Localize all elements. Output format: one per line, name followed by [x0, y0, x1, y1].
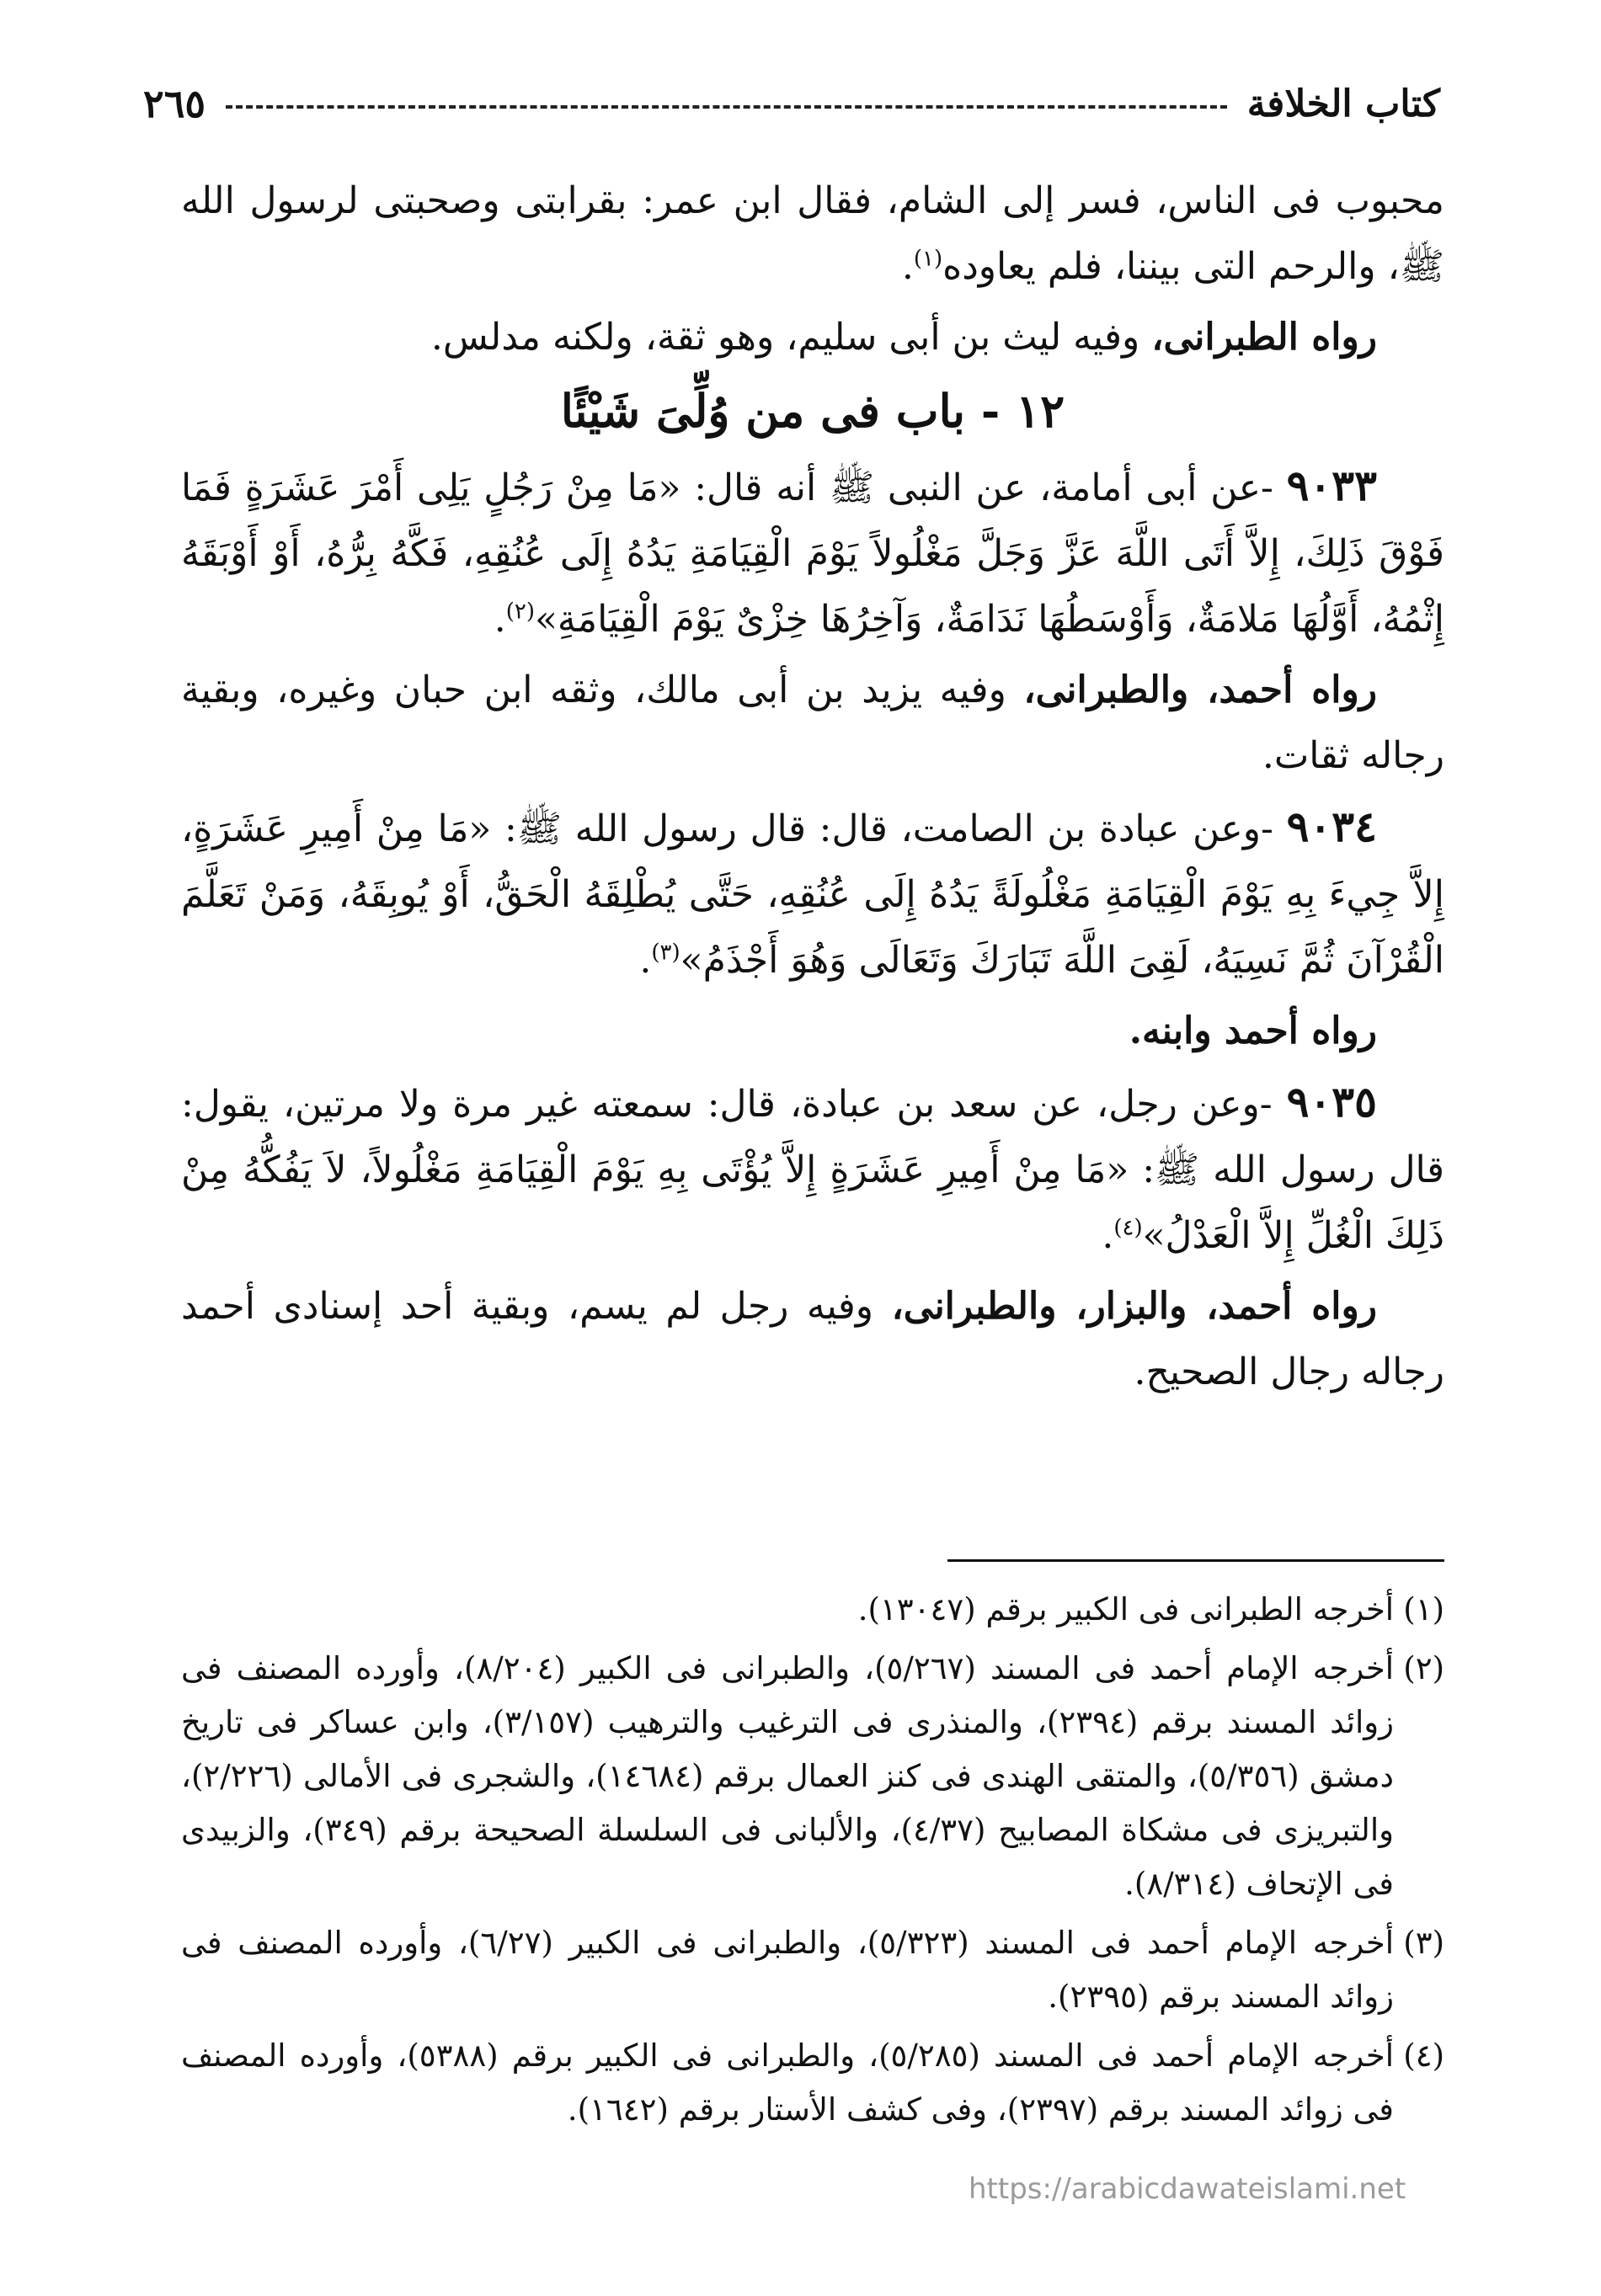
- page-number: ٢٦٥: [143, 81, 206, 126]
- footnote-text: أخرجه الإمام أحمد فى المسند (٥/٢٨٥)، والطبرانى فى الكبير برقم (٥٣٨٨)، وأورده المصنف فى زوائد المسند برقم (٢٣٩٧)، وفى كشف الأستار برقم (١٦٤٢).: [181, 2038, 1395, 2128]
- footnote-ref-4: (٤): [1113, 1215, 1143, 1241]
- hadith-number: ٩٠٣٣: [1286, 461, 1377, 510]
- hadith-number: ٩٠٣٤: [1286, 802, 1377, 851]
- running-header: [143, 74, 1440, 133]
- paragraph-1: محبوب فى الناس، فسر إلى الشام، فقال ابن عمر: بقرابتى وصحبتى لرسول الله ﷺ، والرحم التى بيننا، فلم يعاوده$^{(١)}$.: [181, 179, 1444, 288]
- footnote-number: (٤): [1403, 2038, 1444, 2074]
- footnote-3: [181, 1916, 1444, 2024]
- footnote-1: [181, 1583, 1444, 1637]
- hadith-9034-source: رواه أحمد وابنه.: [1129, 1009, 1377, 1052]
- hadith-9035: ٩٠٣٥ -وعن رجل، عن سعد بن عبادة، قال: سمعته غير مرة ولا مرتين، يقول: قال رسول الله ﷺ: «مَا مِنْ أَمِيرِ عَشَرَةٍ إِلاَّ يُؤْتَى بِهِ يَوْمَ الْقِيَامَةِ مَغْلُولاً، لاَ يَفُكُّهُ مِنْ ذَلِكَ الْغُلِّ إِلاَّ الْعَدْلُ»$^{(٤)}$.: [181, 1077, 1444, 1257]
- hadith-text: -عن أبى أمامة، عن النبى ﷺ أنه قال: «مَا مِنْ رَجُلٍ يَلِى أَمْرَ عَشَرَةٍ فَمَا فَوْقَ ذَلِكَ، إِلاَّ أَتَى اللَّهَ عَزَّ وَجَلَّ مَغْلُولاً يَوْمَ الْقِيَامَةِ يَدُهُ إِلَى عُنُقِهِ، فَكَّهُ بِرُّهُ، أَوْ أَوْبَقَهُ إِثْمُهُ، أَوَّلُهَا مَلامَةٌ، وَأَوْسَطُهَا نَدَامَةٌ، وَآخِرُهَا خِزْىٌ يَوْمَ الْقِيَامَةِ»: [181, 466, 1444, 641]
- footnotes: [181, 1583, 1444, 2142]
- paragraph-2: [181, 305, 1444, 370]
- source-text: وفيه ليث بن أبى سليم، وهو ثقة، ولكنه مدلس.: [430, 316, 1152, 359]
- source-text: وفيه يزيد بن أبى مالك، وثقه ابن حبان وغيره، وبقية رجاله ثقات.: [181, 669, 1444, 777]
- footnote-ref-3: (٣): [651, 940, 680, 966]
- header-dashed-rule: [226, 105, 1227, 109]
- hadith-9033: ٩٠٣٣ -عن أبى أمامة، عن النبى ﷺ أنه قال: «مَا مِنْ رَجُلٍ يَلِى أَمْرَ عَشَرَةٍ فَمَا فَوْقَ ذَلِكَ، إِلاَّ أَتَى اللَّهَ عَزَّ وَجَلَّ مَغْلُولاً يَوْمَ الْقِيَامَةِ يَدُهُ إِلَى عُنُقِهِ، فَكَّهُ بِرُّهُ، أَوْ أَوْبَقَهُ إِثْمُهُ، أَوَّلُهَا مَلامَةٌ، وَأَوْسَطُهَا نَدَامَةٌ، وَآخِرُهَا خِزْىٌ يَوْمَ الْقِيَامَةِ»$^{(٢)}$.: [181, 461, 1444, 641]
- watermark-url: https://arabicdawateislami.net: [969, 2172, 1406, 2206]
- main-text: [181, 168, 1444, 1410]
- chapter-heading: ١٢ - باب فى من وُلِّىَ شَيْئًا: [560, 384, 1065, 438]
- hadith-text: -وعن رجل، عن سعد بن عبادة، قال: سمعته غير مرة ولا مرتين، يقول: قال رسول الله ﷺ: «مَا مِنْ أَمِيرِ عَشَرَةٍ إِلاَّ يُؤْتَى بِهِ يَوْمَ الْقِيَامَةِ مَغْلُولاً، لاَ يَفُكُّهُ مِنْ ذَلِكَ الْغُلِّ إِلاَّ الْعَدْلُ»: [181, 1083, 1444, 1257]
- footnote-2: [181, 1642, 1444, 1911]
- footnote-ref-1: (١): [913, 246, 943, 272]
- hadith-9035-source: [181, 1274, 1444, 1405]
- hadith-number: ٩٠٣٥: [1286, 1077, 1377, 1127]
- footnote-text: أخرجه الطبرانى فى الكبير برقم (١٣٠٤٧).: [857, 1591, 1394, 1627]
- hadith-text: -وعن عبادة بن الصامت، قال: قال رسول الله ﷺ: «مَا مِنْ أَمِيرِ عَشَرَةٍ، إِلاَّ جِيءَ بِهِ يَوْمَ الْقِيَامَةِ مَغْلُولَةً يَدُهُ إِلَى عُنُقِهِ، حَتَّى يُطْلِقَهُ الْحَقُّ، أَوْ يُوبِقَهُ، وَمَنْ تَعَلَّمَ الْقُرْآنَ ثُمَّ نَسِيَهُ، لَقِىَ اللَّهَ تَبَارَكَ وَتَعَالَى وَهُوَ أَجْذَمُ»: [181, 807, 1444, 982]
- footnote-number: (١): [1403, 1591, 1444, 1627]
- source-bold: رواه أحمد، والطبرانى،: [1023, 669, 1377, 711]
- footnote-text: أخرجه الإمام أحمد فى المسند (٥/٢٦٧)، والطبرانى فى الكبير (٨/٢٠٤)، وأورده المصنف فى زوائد المسند برقم (٢٣٩٤)، والمنذرى فى الترغيب والترهيب (٣/١٥٧)، وابن عساكر فى تاريخ دمشق (٥/٣٥٦)، والمتقى الهندى فى كنز العمال برقم (١٤٦٨٤)، والشجرى فى الأمالى (٢/٢٢٦)، والتبريزى فى مشكاة المصابيح (٤/٣٧)، والألبانى فى السلسلة الصحيحة برقم (٣٤٩)، والزبيدى فى الإتحاف (٨/٣١٤).: [181, 1650, 1395, 1902]
- source-bold: رواه أحمد، والبزار، والطبرانى،: [891, 1285, 1377, 1328]
- footnote-text: أخرجه الإمام أحمد فى المسند (٥/٣٢٣)، والطبرانى فى الكبير (٦/٢٧)، وأورده المصنف فى زوائد المسند برقم (٢٣٩٥).: [181, 1925, 1394, 2015]
- hadith-9034: ٩٠٣٤ -وعن عبادة بن الصامت، قال: قال رسول الله ﷺ: «مَا مِنْ أَمِيرِ عَشَرَةٍ، إِلاَّ جِيءَ بِهِ يَوْمَ الْقِيَامَةِ مَغْلُولَةً يَدُهُ إِلَى عُنُقِهِ، حَتَّى يُطْلِقَهُ الْحَقُّ، أَوْ يُوبِقَهُ، وَمَنْ تَعَلَّمَ الْقُرْآنَ ثُمَّ نَسِيَهُ، لَقِىَ اللَّهَ تَبَارَكَ وَتَعَالَى وَهُوَ أَجْذَمُ»$^{(٣)}$.: [181, 802, 1444, 982]
- hadith-9033-source: [181, 658, 1444, 789]
- source-text: وفيه رجل لم يسم، وبقية أحد إسنادى أحمد رجاله رجال الصحيح.: [181, 1285, 1444, 1393]
- book-title: كتاب الخلافة: [1246, 82, 1440, 125]
- footnote-number: (٢): [1403, 1650, 1444, 1686]
- footnote-divider: [947, 1559, 1444, 1562]
- paragraph-1-text: محبوب فى الناس، فسر إلى الشام، فقال ابن عمر: بقرابتى وصحبتى لرسول الله ﷺ، والرحم التى بيننا، فلم يعاوده: [181, 179, 1444, 288]
- footnote-number: (٣): [1403, 1925, 1444, 1961]
- source-bold: رواه الطبرانى،: [1151, 316, 1377, 359]
- footnote-4: [181, 2029, 1444, 2137]
- footnote-ref-2: (٢): [505, 599, 536, 625]
